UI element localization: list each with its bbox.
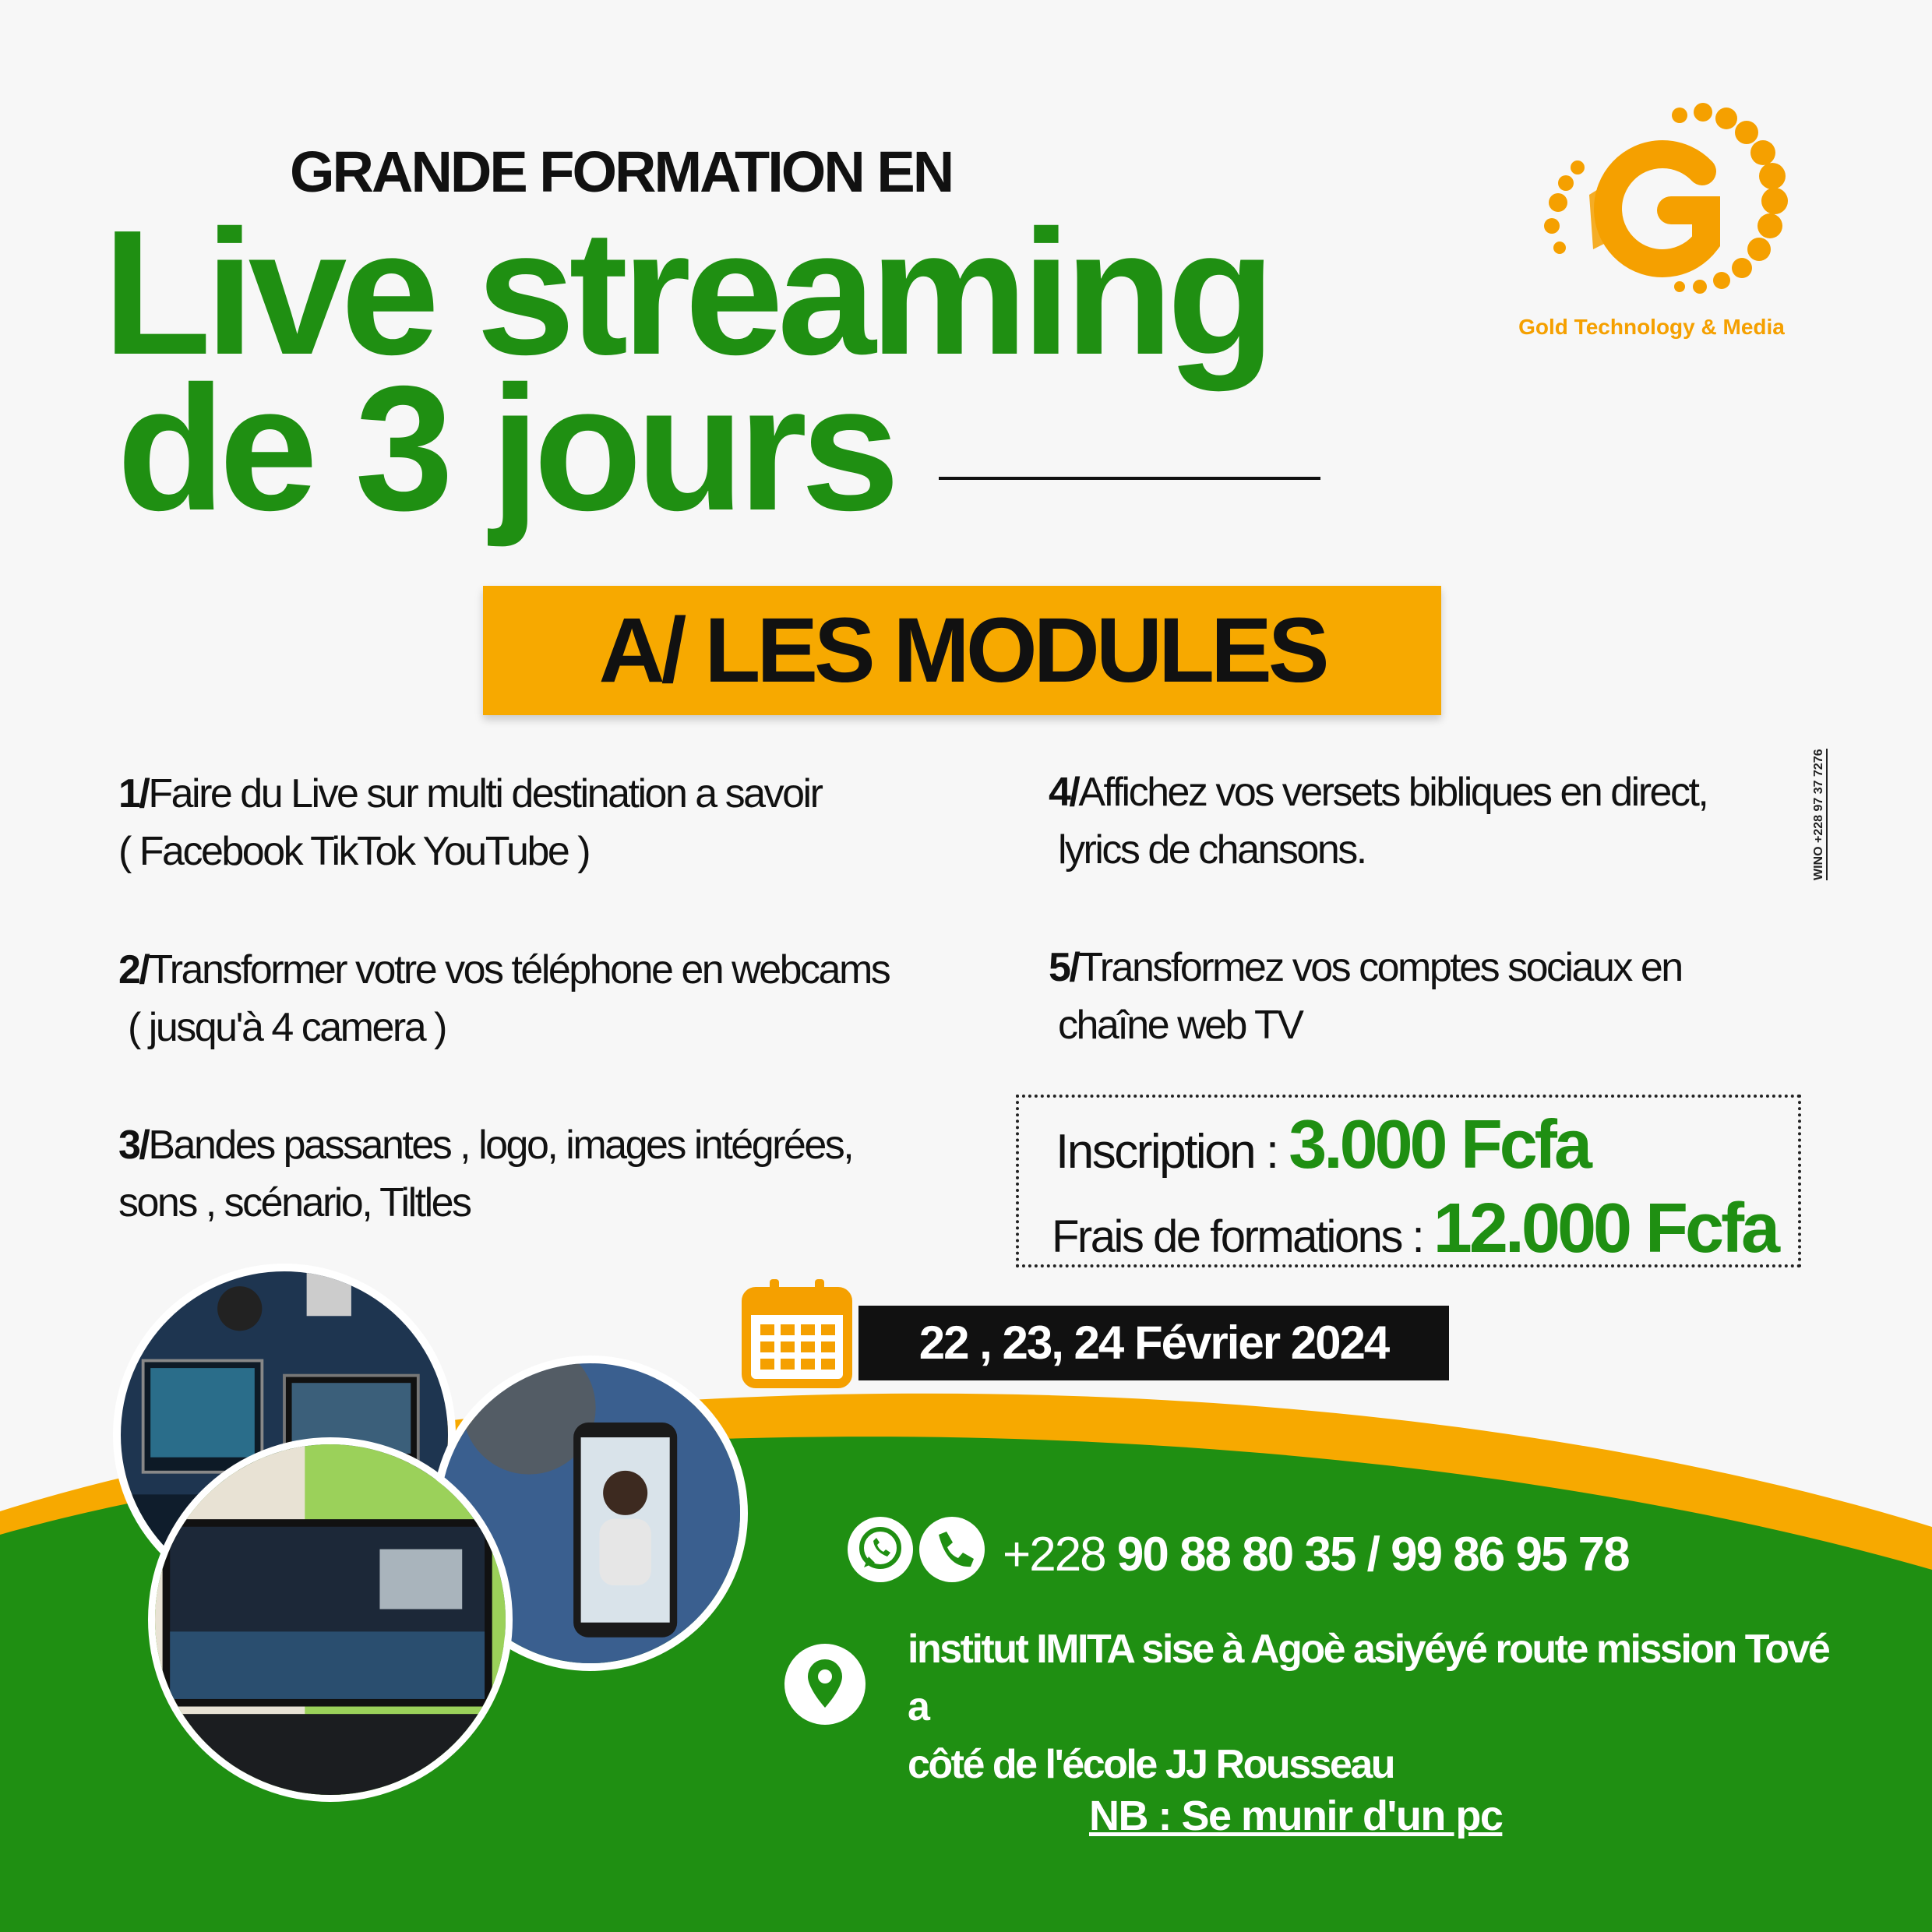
editing-desk-photo <box>148 1437 513 1802</box>
module-text-line-1: Bandes passantes , logo, images intégrées, <box>148 1123 853 1168</box>
module-text-line-2: ( Facebook TikTok YouTube ) <box>118 829 590 874</box>
module-item-5 <box>1049 939 1682 1054</box>
module-item-2 <box>118 941 889 1056</box>
module-text-line-2: sons , scénario, Tiltles <box>118 1180 471 1225</box>
module-text-line-1: Transformer votre vos téléphone en webcams <box>148 947 890 992</box>
main-title-line-1: Live streaming <box>103 194 1270 392</box>
fees-value: 12.000 Fcfa <box>1433 1190 1778 1267</box>
location-pin-icon <box>783 1642 867 1726</box>
module-number: 4/ <box>1049 770 1079 815</box>
address-line-1: institut IMITA sise à Agoè asiyéyé route mission Tové a <box>908 1627 1829 1729</box>
registration-price-row <box>1056 1105 1589 1184</box>
registration-value: 3.000 Fcfa <box>1289 1105 1589 1183</box>
designer-credit: WINO +228 97 37 7276 <box>1812 749 1828 880</box>
module-text-line-2: chaîne web TV <box>1058 1003 1303 1048</box>
modules-title: A/ LES MODULES <box>598 599 1326 702</box>
calendar-icon <box>740 1276 854 1388</box>
module-item-1 <box>118 765 821 880</box>
pre-title: GRANDE FORMATION EN <box>290 139 953 204</box>
module-number: 2/ <box>118 947 149 992</box>
address-line-2: côté de l'école JJ Rousseau <box>908 1742 1394 1787</box>
module-number: 5/ <box>1049 945 1079 990</box>
whatsapp-phone-icons <box>845 1514 987 1585</box>
address <box>908 1620 1842 1793</box>
main-title-line-2: de 3 jours <box>117 350 894 548</box>
price-separator: : <box>1265 1125 1278 1179</box>
module-number: 3/ <box>118 1123 149 1168</box>
module-text-line-1: Affichez vos versets bibliques en direct, <box>1078 770 1708 815</box>
phone-prefix: +228 <box>1003 1528 1105 1581</box>
module-text-line-1: Transformez vos comptes sociaux en <box>1078 945 1682 990</box>
module-text-line-2: ( jusqu'à 4 camera ) <box>128 1005 446 1050</box>
fees-label: Frais de formations <box>1052 1211 1401 1262</box>
training-dates: 22 , 23, 24 Février 2024 <box>918 1317 1389 1369</box>
module-number: 1/ <box>118 771 149 816</box>
brand-name: Gold Technology & Media <box>1518 315 1785 339</box>
note-bring-pc: NB : Se munir d'un pc <box>1089 1793 1503 1839</box>
phone-number-list: 90 88 80 35 / 99 86 95 78 <box>1116 1528 1629 1581</box>
price-separator: : <box>1412 1211 1423 1262</box>
module-text-line-1: Faire du Live sur multi destination a savoir <box>148 771 822 816</box>
training-fees-row <box>1052 1189 1777 1269</box>
module-item-4 <box>1049 763 1707 879</box>
registration-label: Inscription <box>1056 1125 1255 1179</box>
module-item-3 <box>118 1116 852 1232</box>
title-underline-rule <box>939 477 1320 480</box>
phone-numbers <box>1003 1527 1629 1582</box>
module-text-line-2: lyrics de chansons. <box>1058 827 1366 873</box>
